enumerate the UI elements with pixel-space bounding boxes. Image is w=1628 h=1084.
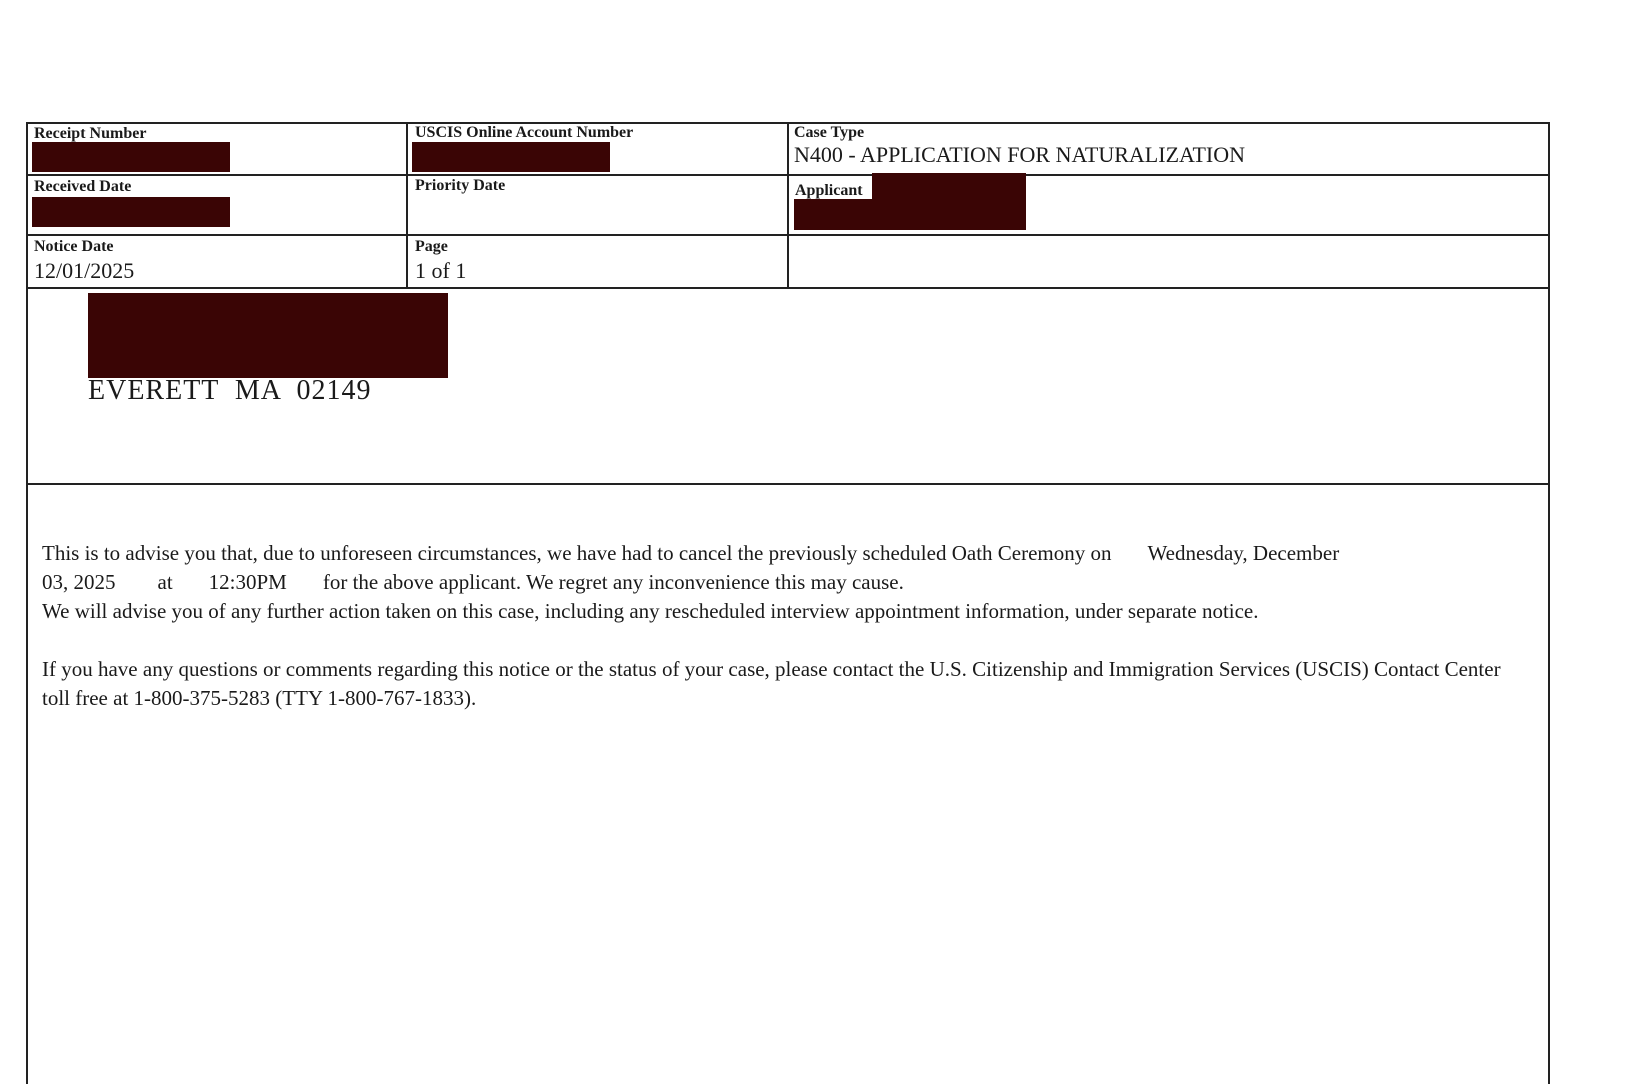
priority-date-label: Priority Date bbox=[415, 177, 506, 194]
ceremony-date-part-1: Wednesday, December bbox=[1147, 541, 1340, 565]
applicant-label: Applicant bbox=[795, 182, 863, 199]
cancellation-paragraph bbox=[42, 539, 1532, 597]
notice-date-value: 12/01/2025 bbox=[34, 258, 135, 283]
ceremony-date-part-2: 03, 2025 bbox=[42, 570, 116, 594]
case-type-value: N400 - APPLICATION FOR NATURALIZATION bbox=[794, 142, 1245, 167]
account-number-redaction bbox=[412, 142, 610, 172]
cancellation-text-a: This is to advise you that, due to unforeseen circumstances, we have had to cancel the previously scheduled Oath Ceremony on bbox=[42, 541, 1112, 565]
ceremony-time: 12:30PM bbox=[208, 570, 287, 594]
page-label: Page bbox=[415, 238, 448, 255]
account-number-label: USCIS Online Account Number bbox=[415, 124, 634, 141]
receipt-number-redaction bbox=[32, 142, 230, 172]
notice-body bbox=[42, 539, 1532, 713]
notice-date-label: Notice Date bbox=[34, 238, 114, 255]
contact-paragraph: If you have any questions or comments regarding this notice or the status of your case, please contact the U.S. Citizenship and Immigration Services (USCIS) Contact Center toll free at 1-800-375-5283 (TTY 1-800-767-1833). bbox=[42, 657, 1501, 710]
further-action-paragraph: We will advise you of any further action taken on this case, including any rescheduled interview appointment information, under separate notice. bbox=[42, 599, 1259, 623]
address-redaction bbox=[88, 293, 448, 378]
header-bottom-rule bbox=[26, 287, 1550, 289]
receipt-number-label: Receipt Number bbox=[34, 125, 147, 142]
header-col-divider-2 bbox=[787, 122, 789, 287]
applicant-redaction-lower bbox=[794, 199, 874, 230]
ceremony-at: at bbox=[157, 570, 173, 594]
page-value: 1 of 1 bbox=[415, 258, 467, 283]
case-type-label: Case Type bbox=[794, 124, 865, 141]
received-date-label: Received Date bbox=[34, 178, 132, 195]
cancellation-text-b: for the above applicant. We regret any inconvenience this may cause. bbox=[322, 570, 904, 594]
received-date-redaction bbox=[32, 197, 230, 227]
address-bottom-rule bbox=[26, 483, 1550, 485]
header-col-divider-1 bbox=[406, 122, 408, 287]
address-city-line: EVERETT MA 02149 bbox=[88, 375, 372, 406]
applicant-redaction bbox=[872, 173, 1026, 230]
